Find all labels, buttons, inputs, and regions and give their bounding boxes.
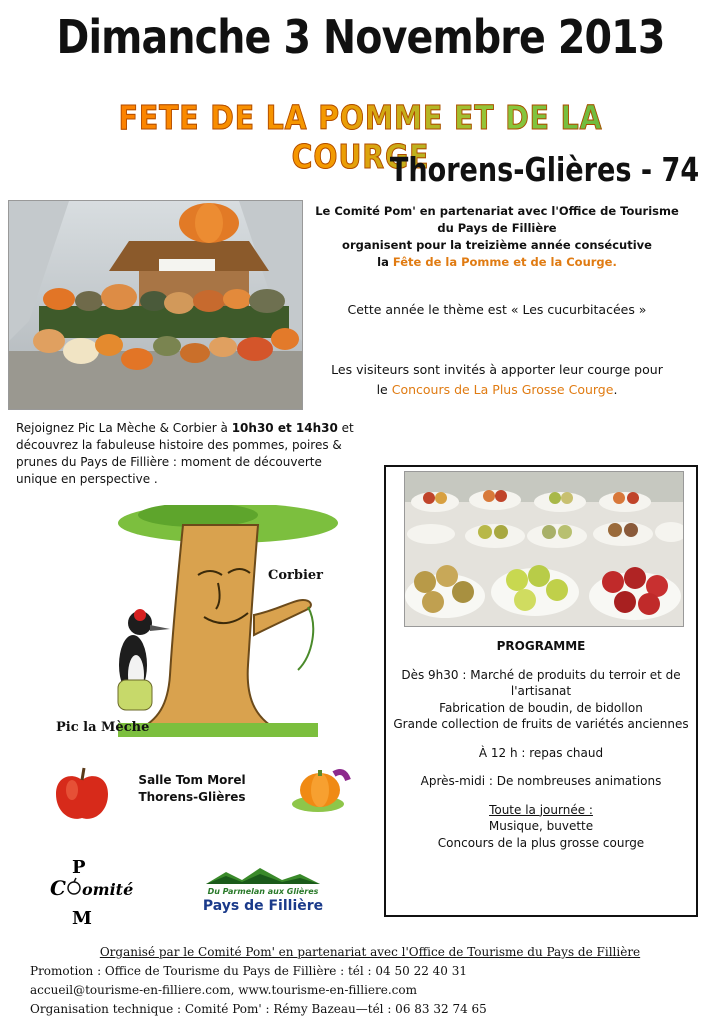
svg-text:Pays de Fillière: Pays de Fillière: [202, 898, 324, 914]
rejoignez-times: 10h30 et 14h30: [231, 421, 338, 435]
programme-title: PROGRAMME: [496, 639, 586, 653]
tree-woodpecker-illustration: [78, 505, 340, 743]
svg-text:omité: omité: [82, 880, 134, 899]
footer-contact-links[interactable]: accueil@tourisme-en-filliere.com, www.tourisme-en-filliere.com: [30, 983, 417, 997]
event-location: Thorens-Glières - 74: [389, 150, 699, 189]
programme-lunch: À 12 h : repas chaud: [478, 745, 604, 760]
pumpkin-icon: [290, 764, 352, 814]
page-title-date: Dimanche 3 Novembre 2013: [56, 10, 665, 64]
visitors-line: Les visiteurs sont invités à apporter leur courge pour: [331, 362, 663, 377]
intro-line-organisers: Le Comité Pom' en partenariat avec l'Office de Tourisme du Pays de Fillière: [315, 204, 679, 235]
programme-item-boudin: Fabrication de boudin, de bidollon: [439, 700, 643, 715]
svg-text:P: P: [72, 857, 86, 878]
pumpkin-display-photo: [8, 200, 303, 410]
intro-event-name: Fête de la Pomme et de la Courge.: [392, 255, 617, 269]
contest-name: Concours de La Plus Grosse Courge: [391, 382, 614, 397]
apple-icon: [52, 764, 112, 824]
rejoignez-text-start: Rejoignez Pic La Mèche & Corbier à: [16, 421, 232, 435]
pic-la-meche-label: Pic la Mèche: [56, 720, 150, 735]
footer-technical-org: Organisation technique : Comité Pom' : Rémy Bazeau—tél : 06 83 32 74 65: [30, 1002, 487, 1016]
intro-paragraph: [308, 203, 686, 271]
rejoignez-text-end: et découvrez la fabuleuse histoire des pommes, poires & prunes du Pays de Fillière : moment de découverte unique en perspective .: [16, 421, 354, 486]
footer: [30, 943, 700, 1019]
corbier-label: Corbier: [268, 568, 324, 583]
venue-address: [132, 772, 252, 806]
svg-text:C: C: [50, 876, 66, 900]
footer-promotion: Promotion : Office de Tourisme du Pays de Fillière : tél : 04 50 22 40 31: [30, 964, 468, 978]
footer-organised-by: Organisé par le Comité Pom' en partenariat avec l'Office de Tourisme du Pays de Fillière: [99, 945, 641, 959]
venue-hall: Salle Tom Morel: [138, 773, 246, 787]
contest-line: [308, 380, 686, 400]
svg-text:Du Parmelan aux Glières: Du Parmelan aux Glières: [207, 887, 319, 896]
storytelling-paragraph: [16, 420, 366, 488]
intro-line-event: [308, 254, 686, 271]
programme-allday-contest: Concours de la plus grosse courge: [437, 835, 645, 850]
contest-prefix: le: [376, 382, 392, 397]
intro-line-thirteenth: organisent pour la treizième année consécutive: [342, 238, 652, 252]
programme-item-collection: Grande collection de fruits de variétés anciennes: [393, 717, 689, 731]
apple-display-photo: [404, 471, 684, 627]
intro-event-prefix: la: [377, 255, 393, 269]
comite-pom-logo: [48, 855, 134, 927]
programme-content: [384, 638, 698, 851]
svg-text:M: M: [72, 908, 92, 927]
theme-line: Cette année le thème est « Les cucurbitacées »: [347, 302, 647, 317]
programme-allday-title: Toute la journée :: [489, 802, 593, 817]
event-title: FETE DE LA POMME ET DE LA COURGE: [50, 98, 670, 176]
programme-item-market: Dès 9h30 : Marché de produits du terroir et de l'artisanat: [401, 667, 681, 698]
visitors-paragraph: [308, 360, 686, 400]
programme-afternoon: Après-midi : De nombreuses animations: [420, 774, 662, 788]
pays-de-filliere-logo: [202, 866, 324, 916]
programme-allday-music: Musique, buvette: [488, 819, 594, 833]
contest-suffix: .: [613, 382, 618, 397]
venue-town: Thorens-Glières: [138, 790, 246, 804]
